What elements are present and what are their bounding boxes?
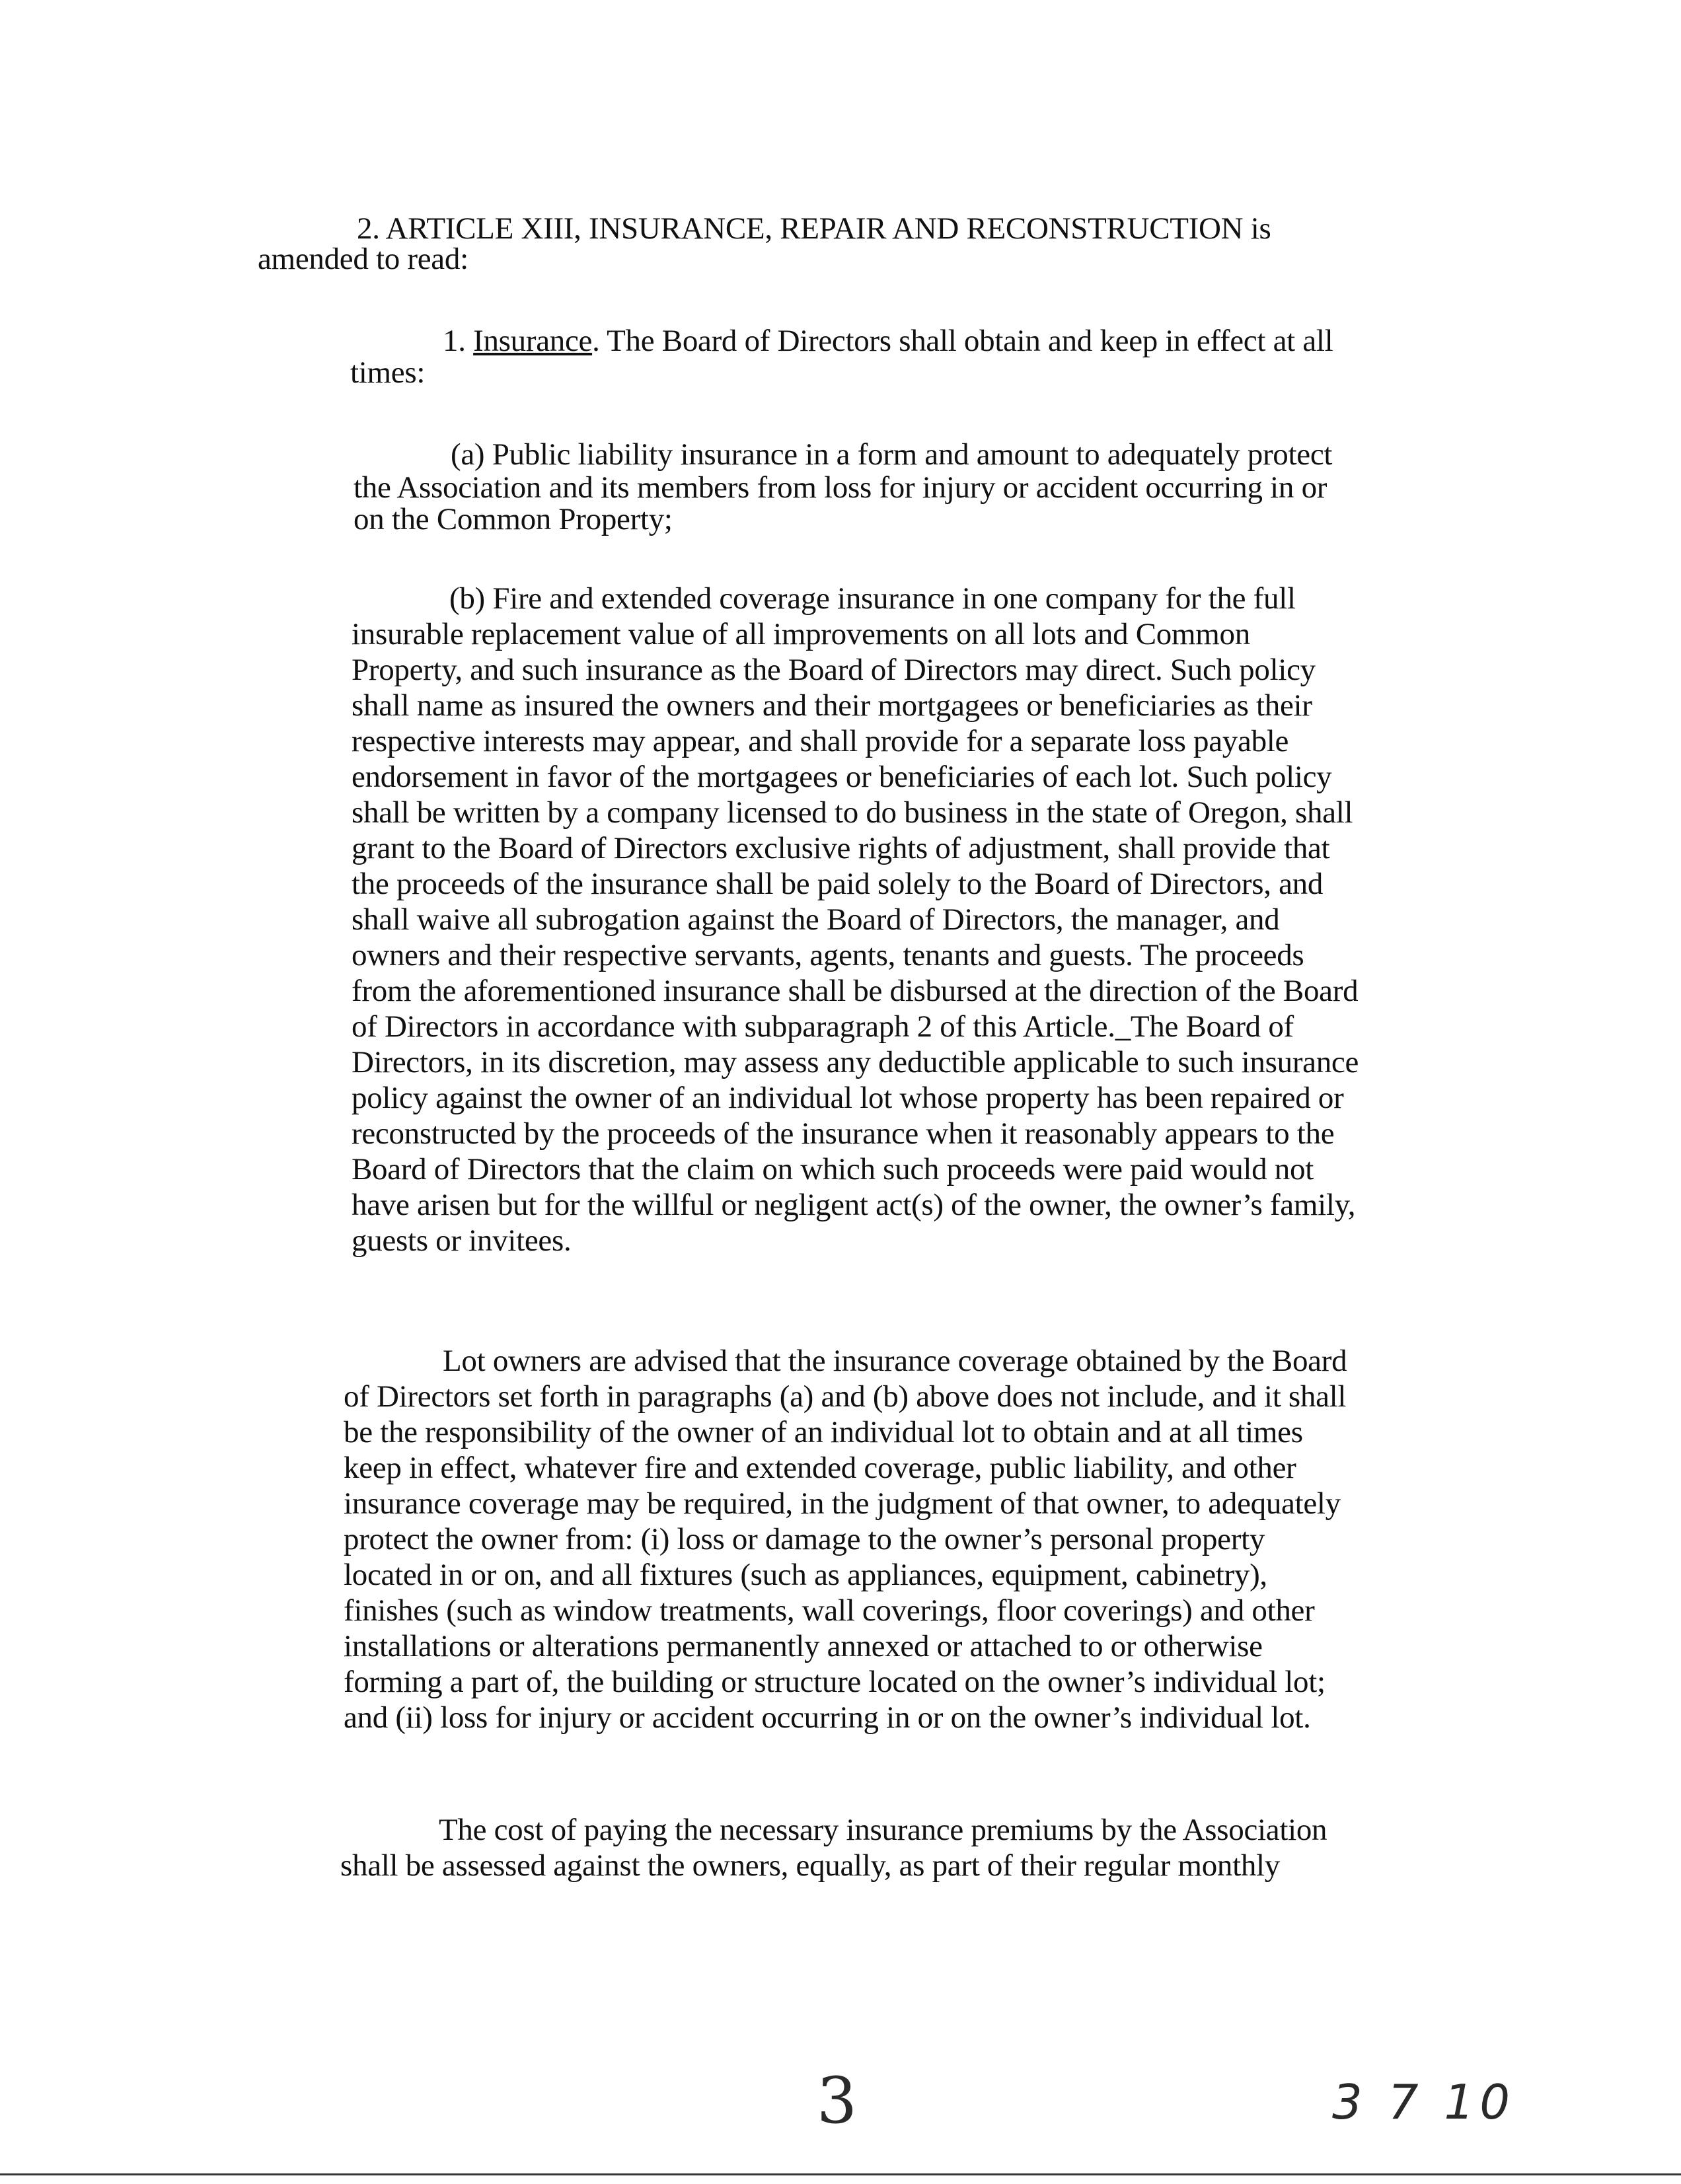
- para-b-line: shall be written by a company licensed to do business in the state of Oregon, shall: [352, 795, 1353, 830]
- lot-owners-line: of Directors set forth in paragraphs (a) and (b) above does not include, and it shall: [344, 1379, 1347, 1414]
- cost-line: shall be assessed against the owners, equally, as part of their regular monthly: [340, 1848, 1281, 1883]
- section-number: 1.: [443, 324, 474, 358]
- section-title-insurance: Insurance: [473, 324, 593, 358]
- lot-owners-line: located in or on, and all fixtures (such as appliances, equipment, cabinetry),: [344, 1558, 1267, 1592]
- para-b-line: reconstructed by the proceeds of the insurance when it reasonably appears to the: [352, 1116, 1335, 1151]
- article-heading-cont: amended to read:: [258, 242, 468, 276]
- para-b-line: insurable replacement value of all improvements on all lots and Common: [352, 617, 1250, 651]
- para-b-line: endorsement in favor of the mortgagees or beneficiaries of each lot. Such policy: [352, 760, 1332, 794]
- para-b-line: Board of Directors that the claim on which such proceeds were paid would not: [352, 1152, 1314, 1186]
- lot-owners-line: protect the owner from: (i) loss or damage to the owner’s personal property: [344, 1522, 1265, 1556]
- bottom-rule: [0, 2173, 1681, 2175]
- lot-owners-line: finishes (such as window treatments, wall coverings, floor coverings) and other: [344, 1593, 1315, 1628]
- para-b-line: respective interests may appear, and shall provide for a separate loss payable: [352, 724, 1289, 758]
- article-heading: 2. ARTICLE XIII, INSURANCE, REPAIR AND RECONSTRUCTION is: [357, 211, 1271, 246]
- para-b-line: (b) Fire and extended coverage insurance in one company for the full: [449, 581, 1296, 616]
- handwritten-mark: 3 7 10: [1332, 2074, 1516, 2130]
- para-a-line: the Association and its members from loss for injury or accident occurring in or: [354, 470, 1327, 505]
- lot-owners-line: Lot owners are advised that the insurance coverage obtained by the Board: [443, 1344, 1347, 1378]
- lot-owners-line: and (ii) loss for injury or accident occurring in or on the owner’s individual lot.: [344, 1700, 1311, 1735]
- para-b-line: policy against the owner of an individual lot whose property has been repaired or: [352, 1081, 1344, 1115]
- section-1-line-2: times:: [350, 355, 426, 390]
- para-a-line: (a) Public liability insurance in a form and amount to adequately protect: [451, 437, 1333, 472]
- para-b-line: shall waive all subrogation against the Board of Directors, the manager, and: [352, 902, 1280, 937]
- lot-owners-line: forming a part of, the building or structure located on the owner’s individual lot;: [344, 1665, 1326, 1699]
- lot-owners-line: insurance coverage may be required, in the judgment of that owner, to adequately: [344, 1486, 1341, 1521]
- cost-line: The cost of paying the necessary insurance premiums by the Association: [439, 1813, 1327, 1847]
- para-a-line: on the Common Property;: [354, 502, 673, 536]
- para-b-line: Property, and such insurance as the Board of Directors may direct. Such policy: [352, 653, 1316, 687]
- para-b-line: have arisen but for the willful or negligent act(s) of the owner, the owner’s family,: [352, 1188, 1356, 1222]
- para-b-line: of Directors in accordance with subparagraph 2 of this Article._The Board of: [352, 1009, 1294, 1044]
- handwritten-page-number: 3: [817, 2064, 858, 2138]
- lot-owners-line: keep in effect, whatever fire and extended coverage, public liability, and other: [344, 1451, 1296, 1485]
- para-b-line: Directors, in its discretion, may assess any deductible applicable to such insurance: [352, 1045, 1359, 1079]
- section-1-text: . The Board of Directors shall obtain and keep in effect at all: [592, 324, 1333, 358]
- para-b-line: from the aforementioned insurance shall be disbursed at the direction of the Board: [352, 974, 1359, 1008]
- lot-owners-line: installations or alterations permanently annexed or attached to or otherwise: [344, 1629, 1263, 1663]
- section-1-line: [443, 322, 1333, 359]
- para-b-line: grant to the Board of Directors exclusive rights of adjustment, shall provide that: [352, 831, 1330, 865]
- para-b-line: the proceeds of the insurance shall be paid solely to the Board of Directors, and: [352, 867, 1324, 901]
- para-b-line: guests or invitees.: [352, 1223, 572, 1258]
- para-b-line: owners and their respective servants, agents, tenants and guests. The proceeds: [352, 938, 1304, 972]
- lot-owners-line: be the responsibility of the owner of an individual lot to obtain and at all times: [344, 1415, 1303, 1449]
- para-b-line: shall name as insured the owners and their mortgagees or beneficiaries as their: [352, 688, 1312, 723]
